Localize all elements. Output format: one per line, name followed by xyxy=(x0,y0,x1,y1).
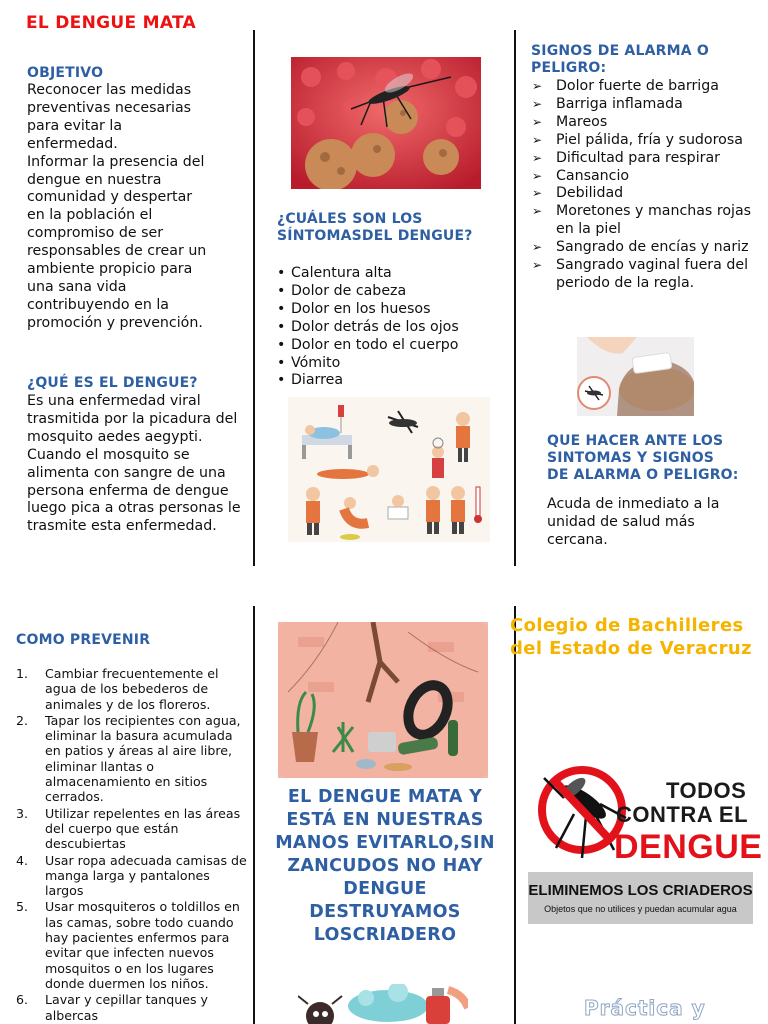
todos-contra-dengue-poster xyxy=(528,758,763,924)
column-divider-left-bottom xyxy=(253,606,255,1024)
mosquito-blood-image xyxy=(291,57,481,189)
list-item: ➢ Moretones y manchas rojas en la piel xyxy=(530,203,766,239)
list-item: 2. Tapar los recipientes con agua, eliminar la basura acumulada en patios y áreas al aire libre, eliminar llantas o almacenamiento en sitios cerrados. xyxy=(16,712,241,805)
que-hacer-heading: QUE HACER ANTE LOS SINTOMAS Y SIGNOS DE ALARMA O PELIGRO: xyxy=(547,433,739,483)
que-es-text: Es una enfermedad viral trasmitida por la picadura del mosquito aedes aegypti. Cuando el mosquito se alimenta con sangre de una persona enferma de dengue luego pica a otras personas le trasmite esta enfermedad. xyxy=(27,393,241,535)
poster-banner-sub: Objetos que no utilices y puedan acumular agua xyxy=(544,904,737,914)
list-item: • Diarrea xyxy=(277,372,507,390)
list-item: • Dolor de cabeza xyxy=(277,283,507,301)
poster-banner-title: ELIMINEMOS LOS CRIADEROS xyxy=(528,882,753,899)
list-item: ➢ Debilidad xyxy=(530,185,766,203)
column-divider-right-bottom xyxy=(514,606,516,1024)
que-es-heading: ¿QUÉ ES EL DENGUE? xyxy=(27,375,198,391)
list-item: 4. Usar ropa adecuada camisas de manga larga y pantalones largos xyxy=(16,852,247,899)
poster-line-contra: CONTRA EL xyxy=(616,802,749,827)
que-hacer-text: Acuda de inmediato a la unidad de salud más cercana. xyxy=(547,496,720,548)
slogan-text: EL DENGUE MATA Y ESTÁ EN NUESTRAS MANOS EVITARLO,SIN ZANCUDOS NO HAY DENGUE DESTRUYAMOS LOSCRIADERO xyxy=(275,787,495,945)
column-divider-left-top xyxy=(253,30,255,566)
list-item: • Dolor detrás de los ojos xyxy=(277,319,507,337)
como-prevenir-heading: COMO PREVENIR xyxy=(16,632,151,648)
list-item: • Vómito xyxy=(277,355,507,373)
page-title: EL DENGUE MATA xyxy=(26,13,196,33)
list-item: ➢ Piel pálida, fría y sudorosa xyxy=(530,132,766,150)
sick-woman-image xyxy=(577,337,694,416)
list-item: ➢ Dolor fuerte de barriga xyxy=(530,78,766,96)
colegio-title: Colegio de Bachilleres del Estado de Veracruz xyxy=(510,615,752,659)
list-item: 5. Usar mosquiteros o toldillos en las camas, sobre todo cuando hay pacientes enfermos para evitar que infecten nuevos mosquitos o en los lugares donde duermen los niños. xyxy=(16,899,240,991)
symptoms-illustration xyxy=(288,397,490,542)
poster-banner xyxy=(528,872,753,924)
list-item: 1. Cambiar frecuentemente el agua de los bebederos de animales y de los floreros. xyxy=(16,666,219,712)
poster-line-todos: TODOS xyxy=(666,778,747,803)
list-item: 3. Utilizar repelentes en las áreas del cuerpo que están descubiertas xyxy=(16,805,241,852)
column-divider-right-top xyxy=(514,30,516,566)
list-item: ➢ Cansancio xyxy=(530,168,766,186)
list-item: ➢ Dificultad para respirar xyxy=(530,150,766,168)
sintomas-list xyxy=(277,265,507,390)
poster-line-dengue: DENGUE xyxy=(614,828,763,866)
sintomas-heading: ¿CUÁLES SON LOS SÍNTOMASDEL DENGUE? xyxy=(277,211,473,244)
prevenir-list xyxy=(16,666,252,1024)
list-item: ➢ Sangrado de encías y nariz xyxy=(530,239,766,257)
spray-illustration xyxy=(298,984,468,1024)
objetivo-text: Reconocer las medidas preventivas necesarias para evitar la enfermedad. Informar la presencia del dengue en nuestra comunidad y despertar en la población el compromiso de ser responsables de crear un ambiente propicio para una sana vida contribuyendo en la promoción y prevención. xyxy=(27,82,207,331)
breeding-sites-image xyxy=(278,622,488,778)
list-item: ➢ Barriga inflamada xyxy=(530,96,766,114)
list-item: 6. Lavar y cepillar tanques y albercas xyxy=(16,992,208,1023)
signos-heading: SIGNOS DE ALARMA O PELIGRO: xyxy=(531,43,709,76)
practica-title: Práctica y xyxy=(584,996,706,1020)
list-item: • Calentura alta xyxy=(277,265,507,283)
list-item: ➢ Mareos xyxy=(530,114,766,132)
objetivo-heading: OBJETIVO xyxy=(27,65,104,81)
list-item: ➢ Sangrado vaginal fuera del periodo de la regla. xyxy=(530,257,766,293)
signos-list xyxy=(530,78,766,293)
list-item: • Dolor en los huesos xyxy=(277,301,507,319)
list-item: • Dolor en todo el cuerpo xyxy=(277,337,507,355)
